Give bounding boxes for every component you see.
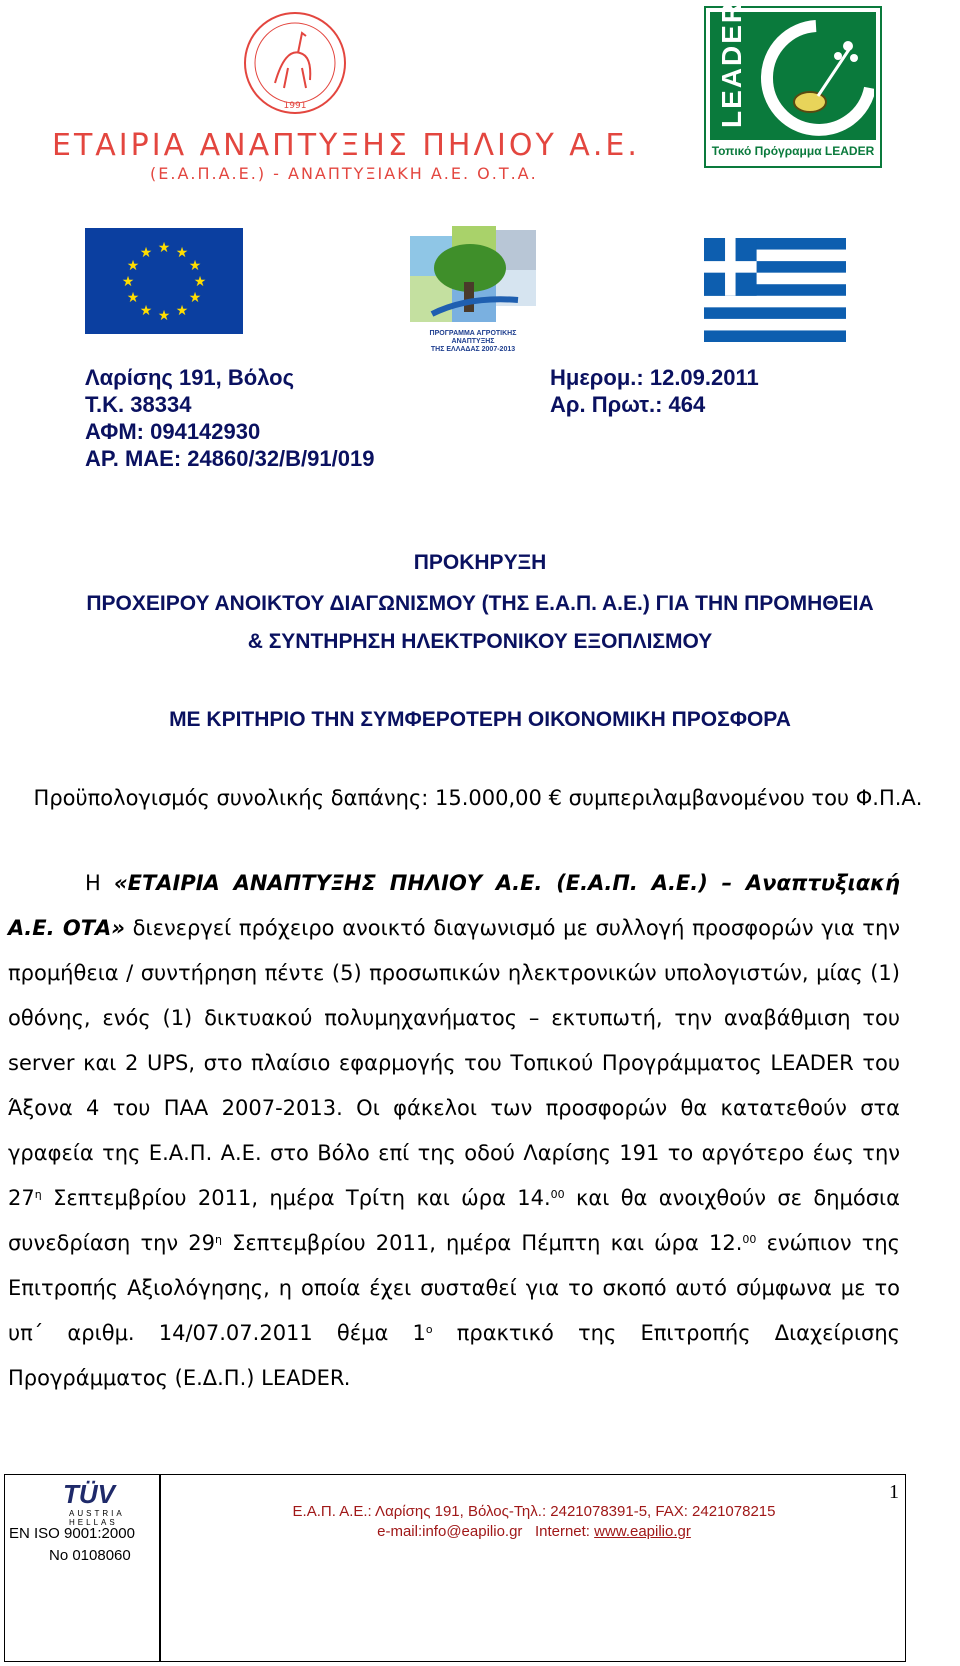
title-tender-cont: & ΣΥΝΤΗΡΗΣΗ ΗΛΕΚΤΡΟΝΙΚΟΥ ΕΞΟΠΛΙΣΜΟΥ (247, 630, 713, 653)
leader-vertical-text: LEADER (716, 0, 747, 128)
company-name: «ΕΤΑΙΡΙΑ ΑΝΑΠΤΥΞΗΣ ΠΗΛΙΟΥ Α.Ε. (Ε.Α.Π. Α.Ε.) – Αναπτυξιακή Α.Ε. ΟΤΑ» (8, 871, 900, 940)
svg-text:★: ★ (126, 290, 140, 306)
rural-programme-caption: ΠΡΟΓΡΑΜΜΑ ΑΓΡΟΤΙΚΗΣ ΑΝΑΠΤΥΞΗΣ ΤΗΣ ΕΛΛΑΔΑΣ 2007-2013 (429, 330, 517, 353)
svg-text:★: ★ (157, 308, 171, 324)
svg-text:★: ★ (139, 303, 153, 319)
address-registry-no: ΑΡ. ΜΑΕ: 24860/32/Β/91/019 (85, 446, 375, 471)
tuv-logo: TÜV (63, 1479, 115, 1509)
company-logo-name: ΕΤΑΙΡΙΑ ΑΝΑΠΤΥΞΗΣ ΠΗΛΙΟΥ Α.Ε. (52, 128, 640, 163)
svg-text:★: ★ (175, 303, 189, 319)
tuv-sub: AUSTRIA HELLAS (69, 1509, 125, 1527)
website-link[interactable]: www.eapilio.gr (594, 1523, 691, 1540)
company-seal-logo (240, 8, 350, 118)
address-postcode: Τ.Κ. 38334 (85, 392, 192, 417)
svg-text:★: ★ (193, 274, 207, 290)
certificate-number: No 0108060 (49, 1547, 131, 1564)
sup-5: ο (425, 1323, 433, 1336)
body-text-4: Σεπτεμβρίου 2011, ημέρα Πέμπτη και ώρα 12. (232, 1231, 743, 1255)
footer-cert-box (4, 1474, 160, 1662)
page-number: 1 (889, 1481, 899, 1503)
svg-text:★: ★ (121, 274, 135, 290)
leader-caption: Τοπικό Πρόγραμμα LEADER (711, 144, 875, 158)
address-street: Λαρίσης 191, Βόλος (85, 365, 295, 390)
sup-3: η (215, 1233, 222, 1246)
svg-text:1991: 1991 (283, 101, 307, 111)
contact-web-line (161, 1523, 907, 1540)
contact-line: Ε.Α.Π. Α.Ε.: Λαρίσης 191, Βόλος-Τηλ.: 2421078391-5, FAX: 2421078215 (292, 1503, 776, 1520)
title-criterion: ΜΕ ΚΡΙΤΗΡΙΟ ΤΗΝ ΣΥΜΦΕΡΟΤΕΡΗ ΟΙΚΟΝΟΜΙΚΗ ΠΡΟΣΦΟΡΑ (169, 708, 791, 731)
budget-line: Προϋπολογισμός συνολικής δαπάνης: 15.000,00 € συμπεριλαμβανομένου του Φ.Π.Α. (33, 786, 923, 810)
eu-flag (85, 228, 243, 334)
svg-text:★: ★ (126, 258, 140, 274)
address-tax-id: ΑΦΜ: 094142930 (85, 419, 261, 444)
rural-programme-logo (408, 226, 538, 353)
title-tender: ΠΡΟΧΕΙΡΟΥ ΑΝΟΙΚΤΟΥ ΔΙΑΓΩΝΙΣΜΟΥ (ΤΗΣ Ε.Α.Π. Α.Ε.) ΓΙΑ ΤΗΝ ΠΡΟΜΗΘΕΙΑ (86, 592, 874, 615)
leader-logo (704, 0, 882, 168)
greek-flag (704, 238, 846, 342)
sup-1: η (34, 1188, 42, 1201)
body-text-5: ενώπιον της Επιτροπής Αξιολόγησης, η οποία έχει συσταθεί για το σκοπό αυτό σύμφωνα με το υπ΄ αριθμ. 14/07.07.2011 θέμα 1 (8, 1231, 900, 1345)
svg-text:★: ★ (175, 245, 189, 261)
document-meta (550, 364, 759, 418)
iso-standard: EN ISO 9001:2000 (9, 1525, 135, 1542)
sender-address (85, 364, 374, 472)
company-logo-subtitle: (Ε.Α.Π.Α.Ε.) - ΑΝΑΠΤΥΞΙΑΚΗ Α.Ε. Ο.Τ.Α. (150, 164, 538, 183)
document-date: Ημερομ.: 12.09.2011 (550, 365, 759, 390)
svg-text:★: ★ (188, 290, 202, 306)
body-text-6: πρακτικό της Επιτροπής Διαχείρισης Προγράμματος (Ε.Δ.Π.) LEADER. (8, 1321, 900, 1390)
body-text-3: και θα ανοιχθούν σε δημόσια συνεδρίαση την 29 (8, 1186, 900, 1255)
svg-text:★: ★ (157, 240, 171, 256)
title-proclamation: ΠΡΟΚΗΡΥΞΗ (413, 551, 547, 574)
footer-contact-box (160, 1474, 906, 1662)
svg-text:★: ★ (139, 245, 153, 261)
body-text-1: διενεργεί πρόχειρο ανοικτό διαγωνισμό με συλλογή προσφορών για την προμήθεια / συντήρηση πέντε (5) προσωπικών ηλεκτρονικών υπολογιστών, μίας (1) οθόνης, ενός (1) δικτυακού πολυμηχανήματος – εκτυπωτή, την αναβάθμιση του server και 2 UPS, στο πλαίσιο εφαρμογής του Τοπικού Προγράμματος LEADER του Άξονα 4 του ΠΑΑ 2007-2013. Οι φάκελοι των προσφορών θα κατατεθούν στα γραφεία της Ε.Α.Π. Α.Ε. στο Βόλο επί της οδού Λαρίσης 191 το αργότερο έως την 27 (8, 916, 900, 1210)
sup-2: 00 (550, 1188, 565, 1201)
svg-text:★: ★ (188, 258, 202, 274)
protocol-number: Αρ. Πρωτ.: 464 (550, 392, 706, 417)
body-intro: Η (85, 871, 101, 895)
body-paragraph (8, 861, 900, 1401)
internet-label: Internet: (534, 1523, 590, 1540)
body-text-2: Σεπτεμβρίου 2011, ημέρα Τρίτη και ώρα 14. (53, 1186, 551, 1210)
email-address[interactable]: e-mail:info@eapilio.gr (377, 1523, 523, 1540)
sup-4: 00 (742, 1233, 757, 1246)
